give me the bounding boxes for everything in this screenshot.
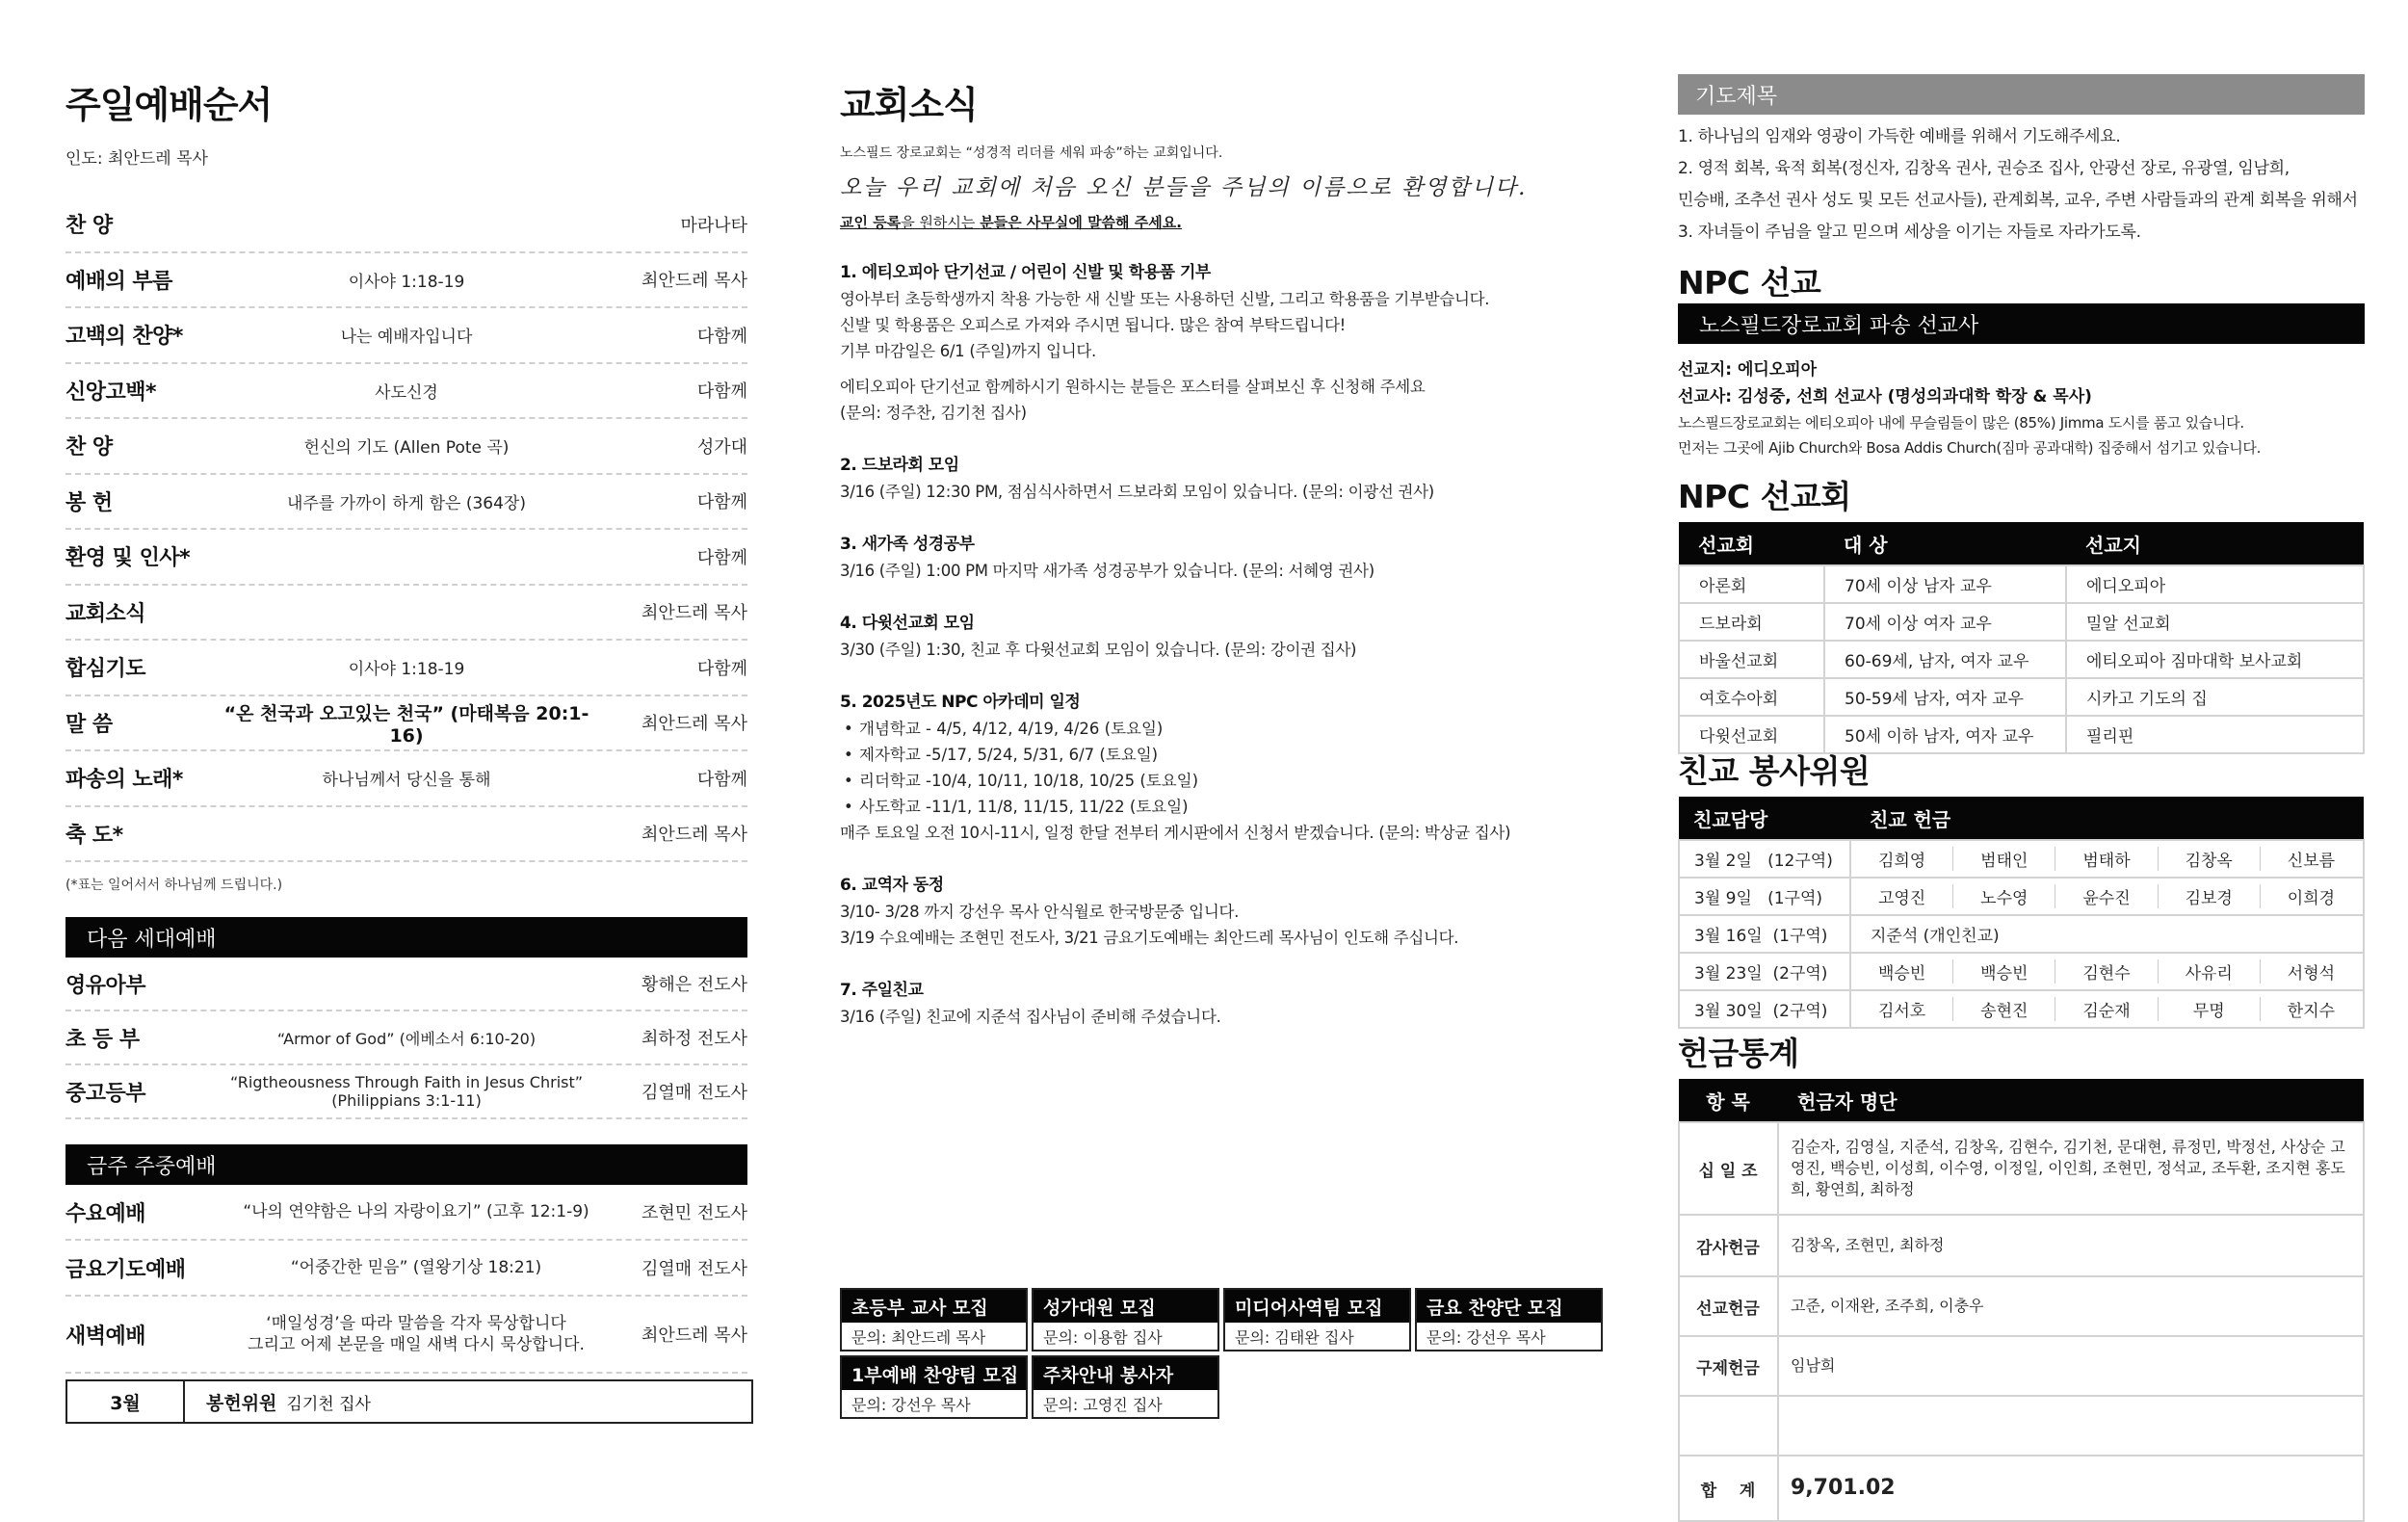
register-part3: 분들은 사무실에 말씀해 주세요. (980, 214, 1182, 231)
blank-cell (1679, 1396, 1778, 1456)
order-row (65, 1011, 747, 1065)
fellowship-names (1850, 953, 2364, 990)
prayer-line: 1. 하나님의 임재와 영광이 가득한 예배를 위해서 기도해주세요. (1678, 127, 2121, 146)
news-bullet: • 제자학교 -5/17, 5/24, 5/31, 6/7 (토요일) (840, 742, 1591, 768)
recruit-title: 성가대원 모집 (1034, 1290, 1217, 1323)
order-item-leader: 최안드레 목사 (641, 271, 747, 292)
order-item-leader: 조현민 전도사 (641, 1203, 747, 1223)
fellowship-names (1850, 878, 2364, 915)
recruit-row (840, 1355, 1630, 1419)
fellowship-name: 고영진 (1851, 884, 1953, 908)
mission-offer-label: 선교헌금 (1679, 1276, 1778, 1336)
mission-offer-donors: 고준, 이재완, 조주희, 이충우 (1778, 1276, 2364, 1336)
table-cell: 다윗선교회 (1679, 716, 1824, 753)
fellowship-name: 김현수 (2055, 959, 2158, 984)
recruit-contact: 문의: 고영진 집사 (1043, 1395, 1163, 1414)
order-item-name: 봉 헌 (65, 490, 113, 515)
prayer-header: 기도제목 (1678, 74, 2365, 115)
recruit-card (1223, 1288, 1411, 1351)
order-item-name: 수요예배 (65, 1201, 146, 1226)
recruit-card (840, 1288, 1028, 1351)
order-item-leader: 최안드레 목사 (641, 714, 747, 735)
offering-committee-value: 김기천 집사 (286, 1394, 371, 1414)
recruit-title: 초등부 교사 모집 (842, 1290, 1026, 1323)
fellowship-name: 김창옥 (2159, 847, 2261, 871)
order-item-name: 예배의 부름 (65, 269, 172, 294)
order-item-detail: “어중간한 믿음” (열왕기상 18:21) (290, 1258, 542, 1277)
table-cell: 아론회 (1679, 565, 1824, 603)
recruit-card (1032, 1355, 1219, 1419)
recruit-grid (840, 1288, 1630, 1423)
fellowship-name: 사유리 (2159, 959, 2261, 984)
order-item-detail (229, 1313, 603, 1355)
order-row (65, 253, 747, 309)
order-item-detail: “나의 연약함은 나의 자랑이요기” (고후 12:1-9) (243, 1202, 589, 1221)
order-item-name: 중고등부 (65, 1081, 146, 1106)
total-value: 9,701.02 (1778, 1456, 2364, 1521)
prayer-list (1678, 121, 2371, 249)
order-row (65, 807, 747, 863)
news-title: 4. 다윗선교회 모임 (840, 614, 975, 633)
table-cell: 에티오피아 짐마대학 보사교회 (2066, 641, 2364, 678)
fellowship-date: 3월 2일 (12구역) (1679, 840, 1850, 878)
fellowship-date: 3월 16일 (1구역) (1679, 915, 1850, 953)
order-item-leader: 최안드레 목사 (641, 825, 747, 846)
mission-desc-2: 먼저는 그곳에 Ajib Church와 Bosa Addis Church(짐마 공과대학) 집중해서 섬기고 있습니다. (1678, 439, 2262, 457)
weekday-list (65, 1185, 747, 1374)
offering-month: 3월 (67, 1381, 185, 1422)
order-item-detail: “Rigtheousness Through Faith in Jesus Christ” (Philippians 3:1-11) (229, 1073, 584, 1110)
table-row (1679, 641, 2364, 678)
prayer-line: 2. 영적 회복, 육적 회복(정신자, 김창옥 권사, 권승조 집사, 안광선 장로, 유광열, 임남희, (1678, 159, 2290, 178)
fellowship-name: 송현진 (1953, 997, 2055, 1021)
order-item-detail: “Armor of God” (에베소서 6:10-20) (276, 1029, 537, 1048)
news-item (840, 611, 1591, 663)
news-title: 5. 2025년도 NPC 아카데미 일정 (840, 693, 1081, 712)
table-cell: 50-59세 남자, 여자 교우 (1824, 678, 2066, 716)
order-row (65, 586, 747, 642)
church-news-title: 교회소식 (840, 84, 978, 126)
mission-field: 선교지: 에디오피아 (1678, 360, 1818, 380)
next-gen-header: 다음 세대예배 (65, 917, 747, 958)
npc-groups-title: NPC 선교회 (1678, 478, 1851, 515)
order-item-detail: 이사야 1:18-19 (348, 272, 465, 292)
news-item (840, 453, 1591, 505)
welcome-handwriting: 오늘 우리 교회에 처음 오신 분들을 주님의 이름으로 환영합니다. (840, 175, 1528, 200)
church-intro: 노스필드 장로교회는 “성경적 리더를 세워 파송”하는 교회입니다. (840, 145, 1223, 161)
news-line: 3/10- 3/28 까지 강선우 목사 안식월로 한국방문중 입니다. (840, 903, 1240, 921)
order-row (65, 419, 747, 475)
relief-label: 구제헌금 (1679, 1336, 1778, 1396)
order-item-name: 말 씀 (65, 712, 113, 737)
order-row (65, 751, 747, 807)
npc-mission-title: NPC 선교 (1678, 264, 1821, 302)
register-part2: 을 원하시는 (901, 214, 981, 231)
table-row (1679, 878, 2364, 915)
fellowship-name: 김순재 (2055, 997, 2158, 1021)
fellowship-name: 김희영 (1851, 847, 1953, 871)
news-item (840, 532, 1591, 584)
fellowship-name: 범태인 (1953, 847, 2055, 871)
prayer-line: 3. 자녀들이 주님을 알고 믿으며 세상을 이기는 자들로 자라가도록. (1678, 223, 2141, 242)
news-item (840, 260, 1591, 426)
news-line: 3/16 (주일) 1:00 PM 마지막 새가족 성경공부가 있습니다. (문의: 서혜영 권사) (840, 562, 1374, 580)
table-cell: 여호수아회 (1679, 678, 1824, 716)
relief-donors: 임남희 (1778, 1336, 2364, 1396)
tithe-label: 십 일 조 (1679, 1122, 1778, 1215)
order-item-detail: 이사야 1:18-19 (348, 660, 465, 680)
news-line: 3/16 (주일) 12:30 PM, 점심식사하면서 드보라회 모임이 있습니다. (문의: 이광선 권사) (840, 483, 1434, 501)
order-item-leader: 다함께 (696, 547, 747, 568)
mission-info (1678, 356, 2371, 460)
news-line: (문의: 정주찬, 김기천 집사) (840, 404, 1027, 422)
recruit-contact: 문의: 이용함 집사 (1043, 1327, 1163, 1347)
detail-line: ‘매일성경’을 따라 말씀을 각자 묵상합니다 (266, 1314, 566, 1333)
table-row (1679, 915, 2364, 953)
order-item-leader: 다함께 (696, 658, 747, 679)
worship-order-title: 주일예배순서 (65, 84, 273, 126)
news-bullet: • 리더학교 -10/4, 10/11, 10/18, 10/25 (토요일) (840, 768, 1591, 794)
table-row (1679, 678, 2364, 716)
order-item-leader: 다함께 (696, 492, 747, 513)
news-line: 신발 및 학용품은 오피스로 가져와 주시면 됩니다. 많은 참여 부탁드립니다! (840, 316, 1346, 334)
recruit-card (1032, 1288, 1219, 1351)
table-row (1679, 565, 2364, 603)
order-item-leader: 다함께 (696, 769, 747, 790)
order-item-detail: 사도신경 (375, 382, 438, 403)
fellowship-names (1850, 990, 2364, 1028)
fellowship-date: 3월 30일 (2구역) (1679, 990, 1850, 1028)
names-row (1851, 997, 2362, 1021)
column-header: 대 상 (1824, 522, 2066, 565)
table-cell: 70세 이상 여자 교우 (1824, 603, 2066, 641)
fellowship-name: 신보름 (2287, 852, 2336, 871)
order-item-name: 환영 및 인사* (65, 546, 191, 571)
order-item-name: 새벽예배 (65, 1324, 146, 1349)
order-item-detail: “온 천국과 오고있는 천국” (마태복음 20:1-16) (223, 702, 589, 747)
news-item (840, 690, 1591, 846)
order-item-name: 교회소식 (65, 601, 146, 626)
fellowship-name: 윤수진 (2055, 884, 2158, 908)
order-item-name: 파송의 노래* (65, 768, 183, 793)
offer-header-donors: 헌금자 명단 (1778, 1079, 2364, 1122)
order-item-name: 금요기도예배 (65, 1257, 186, 1282)
news-title: 2. 드보라회 모임 (840, 456, 959, 475)
worship-order-list (65, 197, 747, 862)
fellowship-name: 한지수 (2287, 1002, 2336, 1021)
recruit-title: 1부예배 찬양팀 모집 (842, 1357, 1026, 1390)
fellowship-title: 친교 봉사위원 (1678, 752, 1871, 790)
header-row (1679, 797, 2364, 840)
table-cell: 필리핀 (2066, 716, 2364, 753)
weekday-header: 금주 주중예배 (65, 1144, 747, 1185)
table-cell: 시카고 기도의 집 (2066, 678, 2364, 716)
order-item-detail: 하나님께서 당신을 통해 (322, 771, 491, 791)
fellowship-names (1850, 840, 2364, 878)
next-gen-list (65, 958, 747, 1119)
order-row (65, 364, 747, 420)
order-item-detail: 나는 예배자입니다 (340, 328, 473, 348)
order-row (65, 530, 747, 586)
missionary-bar: 노스필드장로교회 파송 선교사 (1678, 303, 2365, 344)
offering-committee-label: 봉헌위원 (206, 1392, 277, 1414)
recruit-title: 금요 찬양단 모집 (1417, 1290, 1601, 1323)
fellowship-names (1850, 915, 2364, 953)
names-row (1851, 884, 2362, 908)
prayer-line: 민승배, 조추선 권사 성도 및 모든 선교사들), 관계회복, 교우, 주변 사람들과의 관계 회복을 위해서 (1678, 191, 2358, 210)
order-item-leader: 다함께 (696, 326, 747, 347)
order-row (65, 1185, 747, 1241)
recruit-title: 미디어사역팀 모집 (1225, 1290, 1409, 1323)
total-label: 합 계 (1679, 1456, 1778, 1521)
order-row (65, 958, 747, 1011)
offering-stats-title: 헌금통계 (1678, 1035, 1799, 1072)
news-line: 영아부터 초등학생까지 착용 가능한 새 신발 또는 사용하던 신발, 그리고 학용품을 기부받습니다. (840, 290, 1490, 308)
order-row (65, 1065, 747, 1119)
order-item-leader: 성가대 (696, 436, 747, 458)
thanks-label: 감사헌금 (1679, 1215, 1778, 1276)
offer-header-category: 항 목 (1679, 1079, 1778, 1122)
news-gap (840, 364, 1591, 374)
worship-leader: 인도: 최안드레 목사 (65, 149, 208, 169)
order-row (65, 641, 747, 696)
news-line: 3/19 수요예배는 조현민 전도사, 3/21 금요기도예배는 최안드레 목사님이 인도해 주십니다. (840, 929, 1459, 947)
table-cell: 60-69세, 남자, 여자 교우 (1824, 641, 2066, 678)
order-row (65, 1241, 747, 1297)
table-cell: 드보라회 (1679, 603, 1824, 641)
news-line: 3/30 (주일) 1:30, 친교 후 다윗선교회 모임이 있습니다. (문의: 강이권 집사) (840, 641, 1357, 659)
news-line: 기부 마감일은 6/1 (주일)까지 입니다. (840, 342, 1096, 360)
names-row (1851, 922, 2362, 946)
thanks-donors: 김창옥, 조현민, 최하정 (1778, 1215, 2364, 1276)
order-item-leader: 황해은 전도사 (641, 975, 747, 995)
fellowship-name: 김보경 (2159, 884, 2261, 908)
recruit-contact: 문의: 강선우 목사 (851, 1395, 971, 1414)
order-row (65, 197, 747, 253)
order-item-name: 축 도* (65, 823, 123, 848)
news-footer: 매주 토요일 오전 10시-11시, 일정 한달 전부터 게시판에서 신청서 받겠습니다. (문의: 박상균 집사) (840, 824, 1511, 842)
order-item-leader: 마라나타 (680, 215, 747, 236)
order-item-name: 고백의 찬양* (65, 325, 183, 350)
offering-stats-table (1678, 1079, 2365, 1522)
table-row (1679, 603, 2364, 641)
news-line: 3/16 (주일) 친교에 지준석 집사님이 준비해 주셨습니다. (840, 1008, 1221, 1026)
standing-footnote: (*표는 일어서서 하나님께 드립니다.) (65, 878, 283, 893)
fellowship-name: 김서호 (1851, 997, 1953, 1021)
npc-groups-table (1678, 522, 2365, 754)
recruit-contact: 문의: 강선우 목사 (1426, 1327, 1546, 1347)
news-item (840, 873, 1591, 951)
table-cell: 50세 이하 남자, 여자 교우 (1824, 716, 2066, 753)
table-row (1679, 990, 2364, 1028)
news-title: 7. 주일친교 (840, 981, 924, 1000)
fellowship-date: 3월 23일 (2구역) (1679, 953, 1850, 990)
blank-cell (1778, 1396, 2364, 1456)
missionary-names: 선교사: 김성중, 선희 선교사 (명성의과대학 학장 & 목사) (1678, 387, 2092, 407)
order-item-leader: 다함께 (696, 381, 747, 403)
names-row (1851, 847, 2362, 871)
table-row (1679, 953, 2364, 990)
order-item-name: 찬 양 (65, 435, 113, 460)
news-line: 에티오피아 단기선교 함께하시기 원하시는 분들은 포스터를 살펴보신 후 신청해 주세요 (840, 378, 1426, 396)
fellowship-name: 서형석 (2287, 964, 2336, 984)
recruit-title: 주차안내 봉사자 (1034, 1357, 1217, 1390)
fellowship-name: 무명 (2159, 997, 2261, 1021)
news-list (840, 260, 1591, 1057)
recruit-contact: 문의: 최안드레 목사 (851, 1327, 986, 1347)
register-notice (840, 212, 1182, 232)
order-item-leader: 최안드레 목사 (641, 603, 747, 624)
news-title: 1. 에티오피아 단기선교 / 어린이 신발 및 학용품 기부 (840, 263, 1211, 282)
news-title: 6. 교역자 동정 (840, 876, 944, 895)
order-item-name: 초 등 부 (65, 1027, 140, 1052)
order-row (65, 475, 747, 531)
column-header: 친교 헌금 (1850, 797, 2364, 840)
order-item-detail: 내주를 가까이 하게 함은 (364장) (287, 493, 526, 513)
recruit-contact: 문의: 김태완 집사 (1235, 1327, 1354, 1347)
order-item-name: 신앙고백* (65, 380, 157, 405)
fellowship-name: 백승빈 (1851, 959, 1953, 984)
column-header: 선교지 (2066, 522, 2364, 565)
order-row (65, 696, 747, 752)
news-title: 3. 새가족 성경공부 (840, 535, 975, 554)
table-cell: 밀알 선교회 (2066, 603, 2364, 641)
order-item-detail: 헌신의 기도 (Allen Pote 곡) (303, 438, 510, 459)
names-row (1851, 959, 2362, 984)
column-header: 친교담당 (1679, 797, 1850, 840)
fellowship-table (1678, 797, 2365, 1029)
fellowship-name: 백승빈 (1953, 959, 2055, 984)
order-item-name: 찬 양 (65, 214, 113, 239)
order-item-name: 합심기도 (65, 657, 146, 682)
news-item (840, 978, 1591, 1030)
recruit-card (840, 1355, 1028, 1419)
order-row (65, 1297, 747, 1374)
order-item-leader: 최안드레 목사 (641, 1325, 747, 1346)
fellowship-name: 이희경 (2287, 889, 2336, 908)
fellowship-name: 범태하 (2055, 847, 2158, 871)
register-part1: 교인 등록 (840, 214, 902, 231)
header-row (1679, 522, 2364, 565)
detail-line: 그리고 어제 본문을 매일 새벽 다시 묵상합니다. (248, 1335, 585, 1354)
table-cell: 70세 이상 남자 교우 (1824, 565, 2066, 603)
fellowship-name: 지준석 (개인친교) (1871, 927, 2000, 946)
news-bullet: • 사도학교 -11/1, 11/8, 11/15, 11/22 (토요일) (840, 794, 1591, 820)
order-row (65, 308, 747, 364)
recruit-row (840, 1288, 1630, 1351)
order-item-leader: 김열매 전도사 (641, 1259, 747, 1279)
fellowship-name: 노수영 (1953, 884, 2055, 908)
table-row (1679, 840, 2364, 878)
recruit-card (1415, 1288, 1603, 1351)
order-item-leader: 최하정 전도사 (641, 1029, 747, 1049)
table-cell: 바울선교회 (1679, 641, 1824, 678)
table-cell: 에디오피아 (2066, 565, 2364, 603)
news-bullet: • 개념학교 - 4/5, 4/12, 4/19, 4/26 (토요일) (840, 716, 1591, 742)
tithe-donors: 김순자, 김영실, 지준석, 김창옥, 김현수, 김기천, 문대현, 류정민, 박정선, 사상순 고영진, 백승빈, 이성희, 이수영, 이정일, 이인희, 조현민, 정석교, 조두환, 조지현 홍도희, 황연희, 최하정 (1778, 1122, 2364, 1215)
offering-committee-box (65, 1379, 753, 1424)
fellowship-date: 3월 9일 (1구역) (1679, 878, 1850, 915)
order-item-name: 영유아부 (65, 973, 146, 998)
mission-desc-1: 노스필드장로교회는 에티오피아 내에 무슬림들이 많은 (85%) Jimma 도시를 품고 있습니다. (1678, 414, 2244, 432)
column-header: 선교회 (1679, 522, 1824, 565)
order-item-leader: 김열매 전도사 (641, 1083, 747, 1103)
